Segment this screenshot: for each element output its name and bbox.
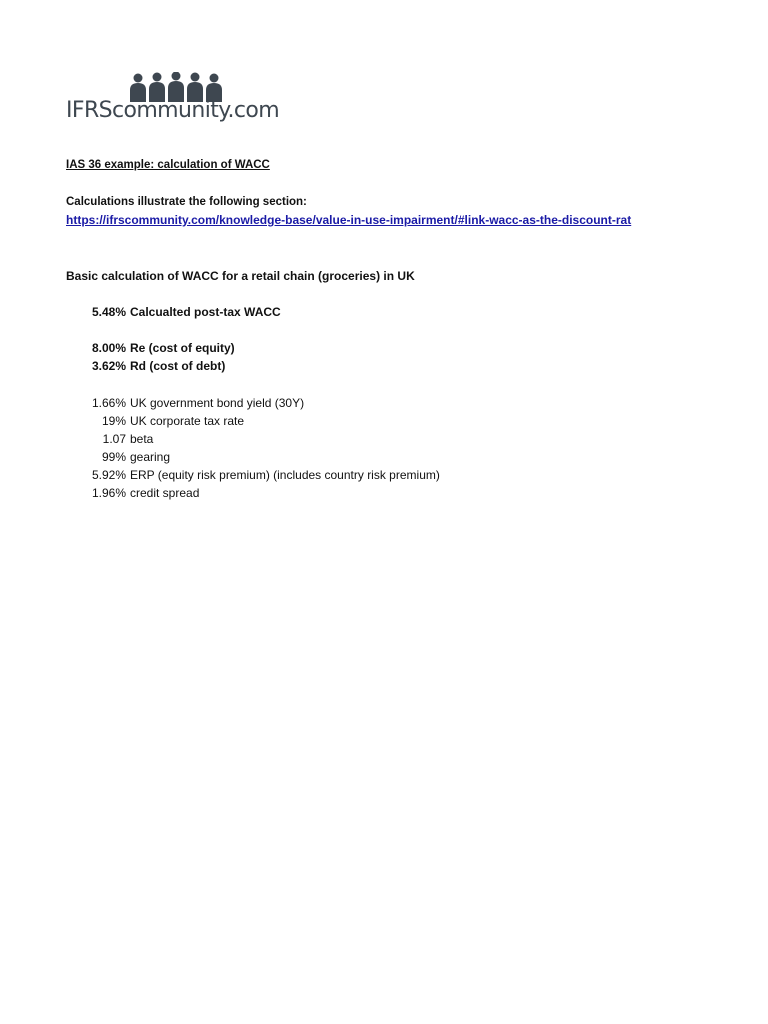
cost-of-equity-value: 8.00% — [91, 341, 126, 355]
input-row — [66, 431, 153, 447]
cost-of-equity-row — [66, 340, 235, 356]
input-label: UK corporate tax rate — [130, 414, 245, 428]
wacc-value: 5.48% — [91, 305, 126, 319]
input-label: gearing — [130, 450, 171, 464]
subtitle: Calculations illustrate the following section: — [66, 196, 307, 208]
input-label: beta — [130, 432, 154, 446]
input-value: 1.07 — [102, 432, 126, 446]
input-row — [66, 467, 440, 483]
input-row — [66, 413, 244, 429]
ifrscommunity-logo — [66, 70, 280, 132]
input-value: 19% — [101, 414, 126, 428]
cost-of-debt-value: 3.62% — [91, 359, 126, 373]
logo-text: IFRScommunity.com — [66, 98, 280, 123]
input-row — [66, 395, 304, 411]
input-row — [66, 449, 170, 465]
input-value: 1.66% — [91, 396, 126, 410]
input-value: 1.96% — [91, 486, 126, 500]
wacc-label: Calcualted post-tax WACC — [130, 305, 281, 319]
cost-of-equity-label: Re (cost of equity) — [130, 341, 235, 355]
input-value: 99% — [101, 450, 126, 464]
input-label: credit spread — [130, 486, 200, 500]
input-value: 5.92% — [91, 468, 126, 482]
source-link[interactable]: https://ifrscommunity.com/knowledge-base/value-in-use-impairment/#link-wacc-as-the-discount-rat — [66, 213, 632, 227]
wacc-result-row — [66, 304, 281, 320]
input-label: ERP (equity risk premium) (includes country risk premium) — [130, 468, 440, 482]
input-label: UK government bond yield (30Y) — [130, 396, 305, 410]
page-title: IAS 36 example: calculation of WACC — [66, 159, 270, 171]
cost-of-debt-label: Rd (cost of debt) — [130, 359, 226, 373]
cost-of-debt-row — [66, 358, 225, 374]
input-row — [66, 485, 199, 501]
section-heading: Basic calculation of WACC for a retail chain (groceries) in UK — [66, 269, 415, 283]
